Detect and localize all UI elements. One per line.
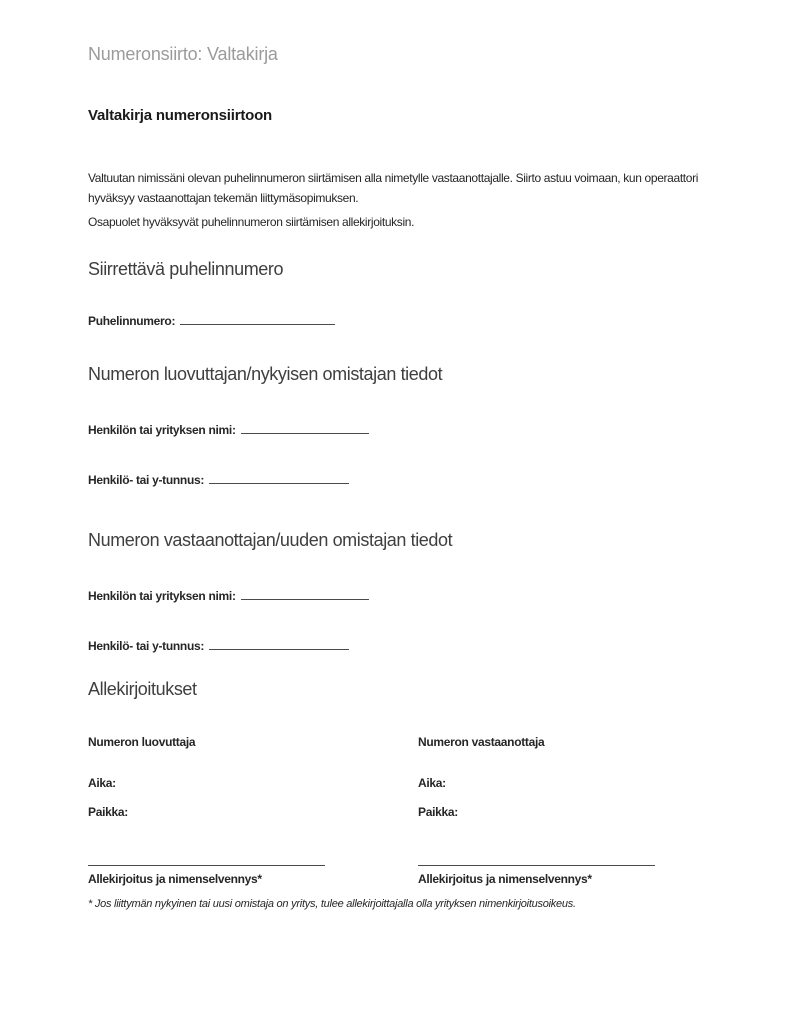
- field-current-owner-id-blank-line: [209, 471, 349, 484]
- field-new-owner-name-blank-line: [241, 587, 369, 600]
- signature-place-label-recipient: Paikka:: [418, 805, 458, 819]
- field-current-owner-name-blank-line: [241, 421, 369, 434]
- intro-paragraph-1: Valtuutan nimissäni olevan puhelinnumeron siirtämisen alla nimetylle vastaanottajalle. Siirto astuu voimaan, kun operaattori hyväksyy vastaanottajan tekemän liittymäsopimuksen.: [88, 171, 699, 205]
- signature-blank-line-donor: [88, 865, 325, 866]
- field-new-owner-id-label: Henkilö- tai y-tunnus:: [88, 639, 205, 653]
- signature-place-label-donor: Paikka:: [88, 805, 128, 819]
- signature-caption-recipient: Allekirjoitus ja nimenselvennys*: [418, 872, 592, 886]
- signature-date-label-recipient: Aika:: [418, 776, 446, 790]
- field-new-owner-name: [88, 587, 369, 603]
- field-current-owner-name-label: Henkilön tai yrityksen nimi:: [88, 423, 236, 437]
- signature-column-recipient: [418, 733, 668, 893]
- document-header: Numeronsiirto: Valtakirja: [88, 44, 278, 64]
- field-new-owner-name-label: Henkilön tai yrityksen nimi:: [88, 589, 236, 603]
- field-current-owner-name: [88, 421, 369, 437]
- signature-blank-line-recipient: [418, 865, 655, 866]
- signature-party-recipient: Numeron vastaanottaja: [418, 735, 545, 749]
- signature-column-donor: [88, 733, 338, 893]
- field-phone-number-blank-line: [180, 312, 335, 325]
- field-phone-number: [88, 312, 335, 328]
- section-heading-signatures: Allekirjoitukset: [88, 679, 197, 699]
- section-heading-phone-number: Siirrettävä puhelinnumero: [88, 259, 284, 279]
- signature-party-donor: Numeron luovuttaja: [88, 735, 196, 749]
- signature-caption-donor: Allekirjoitus ja nimenselvennys*: [88, 872, 262, 886]
- section-heading-current-owner: Numeron luovuttajan/nykyisen omistajan tiedot: [88, 364, 443, 384]
- section-heading-new-owner: Numeron vastaanottajan/uuden omistajan tiedot: [88, 530, 453, 550]
- field-new-owner-id: [88, 637, 349, 653]
- intro-paragraph-2: Osapuolet hyväksyvät puhelinnumeron siirtämisen allekirjoituksin.: [88, 215, 415, 229]
- field-current-owner-id: [88, 471, 349, 487]
- field-new-owner-id-blank-line: [209, 637, 349, 650]
- field-phone-number-label: Puhelinnumero:: [88, 314, 176, 328]
- signature-date-label-donor: Aika:: [88, 776, 116, 790]
- field-current-owner-id-label: Henkilö- tai y-tunnus:: [88, 473, 205, 487]
- document-title: Valtakirja numeronsiirtoon: [88, 107, 273, 124]
- footnote: * Jos liittymän nykyinen tai uusi omistaja on yritys, tulee allekirjoittajalla olla yrityksen nimenkirjoitusoikeus.: [88, 898, 576, 910]
